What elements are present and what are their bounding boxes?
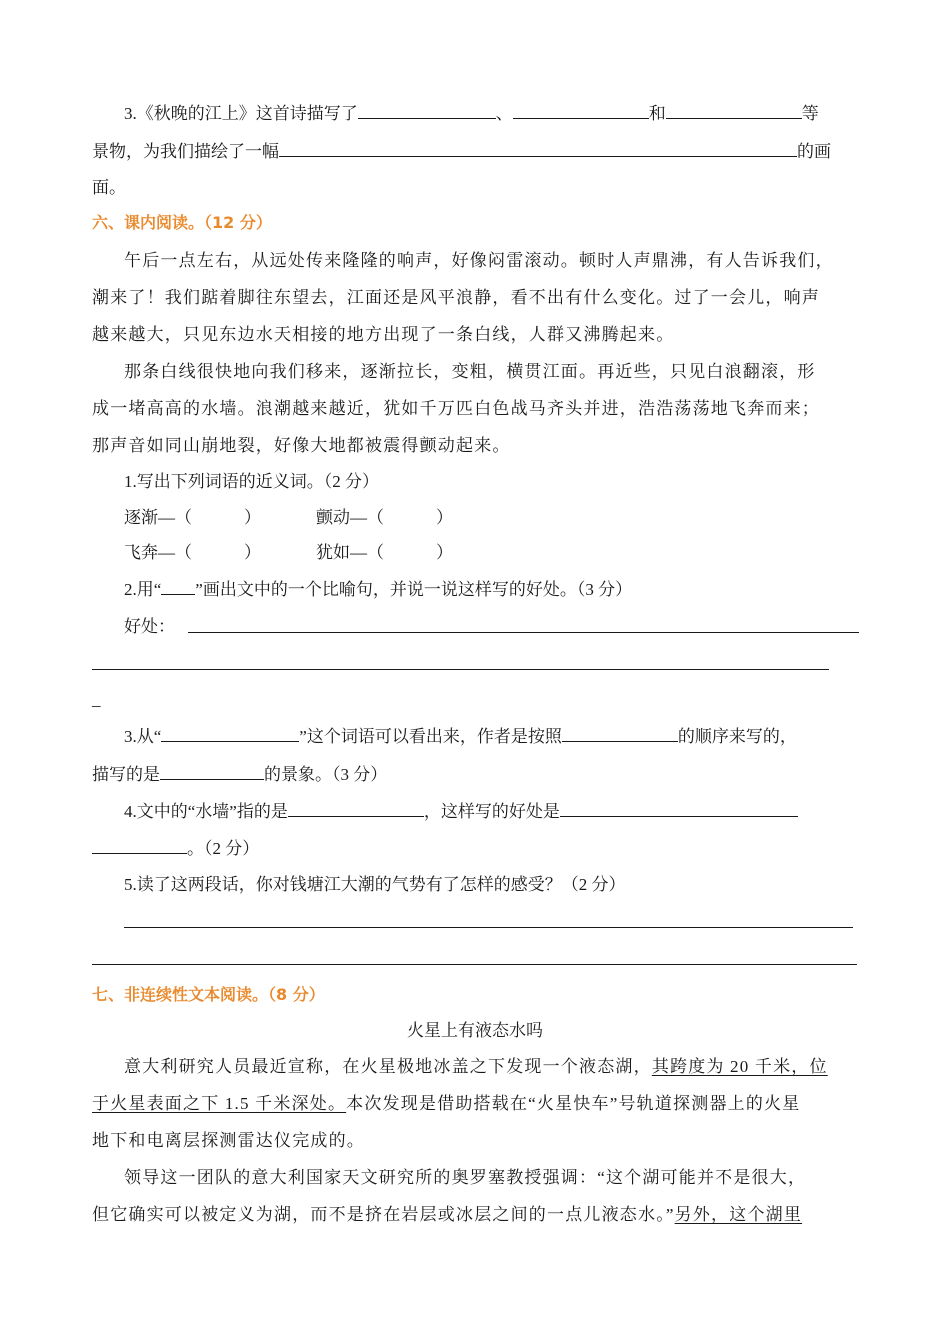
article-text: 但它确实可以被定义为湖，而不是挤在岩层或冰层之间的一点儿液态水。” [92,1205,675,1224]
passage-line: 潮来了！我们踮着脚往东望去，江面还是风平浪静，看不出有什么变化。过了一会儿，响声 [92,288,820,307]
passage-line: 越来越大，只见东边水天相接的地方出现了一条白线，人群又沸腾起来。 [92,325,675,344]
q3-6-line1 [124,724,797,749]
q3-6-line2 [92,762,387,787]
answer-line[interactable] [92,669,829,670]
synonym-word: 颤动—（ [316,508,384,527]
section6-heading: 六、课内阅读。（12 分） [92,213,272,232]
passage-line: 那条白线很快地向我们移来，逐渐拉长，变粗，横贯江面。再近些，只见白浪翻滚，形 [124,362,816,381]
answer-blank[interactable] [92,836,187,854]
q2-label: 好处： [124,617,175,636]
synonym-item [124,506,261,530]
passage-line: 午后一点左右，从远处传来隆隆的响声，好像闷雷滚动。顿时人声鼎沸，有人告诉我们， [124,251,834,270]
underlined-text: 另外，这个湖里 [674,1205,803,1224]
synonym-word: 犹如—（ [316,543,384,562]
answer-blank[interactable] [279,139,797,157]
q4-text-b: ，这样写的好处是 [423,802,560,821]
passage-line: 成一堵高高的水墙。浪潮越来越近，犹如千万匹白色战马齐头并进，浩浩荡荡地飞奔而来； [92,399,820,418]
article-line [92,1203,802,1227]
q2-text-b: ”画出文中的一个比喻句，并说一说这样写的好处。（3 分） [195,580,633,599]
q3b-text-b: ”这个词语可以看出来，作者是按照 [299,727,562,746]
q3-text-f: 的画 [797,142,831,161]
answer-line[interactable] [92,964,857,965]
paren-close: ） [436,543,453,562]
answer-blank[interactable] [161,724,299,742]
q2-text-a: 2.用“ [124,580,162,599]
article-text: 意大利研究人员最近宣称，在火星极地冰盖之下发现一个液态湖， [124,1057,652,1076]
q4-line2 [92,836,259,861]
answer-blank[interactable] [358,101,496,119]
q5-prompt: 5.读了这两段话，你对钱塘江大潮的气势有了怎样的感受？（2 分） [124,875,626,894]
article-title: 火星上有液态水吗 [407,1021,543,1040]
answer-blank[interactable] [288,799,424,817]
q4-line1 [124,799,798,824]
paren-close: ） [244,508,261,527]
passage-line: 那声音如同山崩地裂，好像大地都被震得颤动起来。 [92,436,511,455]
q3b-text-a: 3.从“ [124,727,162,746]
q3-line1 [124,101,819,126]
answer-blank[interactable] [513,101,649,119]
q4-text-c: 。（2 分） [187,839,260,858]
answer-blank[interactable] [160,762,264,780]
answer-line[interactable] [188,632,859,633]
synonym-item [316,541,453,565]
q3-text-b: 、 [495,104,513,123]
q3b-text-d: 描写的是 [92,765,160,784]
q3-text-e: 景物，为我们描绘了一幅 [92,142,279,161]
article-line: 地下和电离层探测雷达仪完成的。 [92,1131,365,1150]
q2-prompt [124,577,632,602]
paren-close: ） [244,543,261,562]
q3-text-c: 和 [648,104,666,123]
answer-blank[interactable] [560,799,798,817]
q3-line3: 面。 [92,178,126,197]
answer-line[interactable] [124,927,853,928]
q3-text-a: 3.《秋晚的江上》这首诗描写了 [124,104,358,123]
underlined-text: 其跨度为 20 千米，位 [651,1057,828,1076]
synonym-item [316,506,453,530]
synonym-word: 飞奔—（ [124,543,192,562]
section7-heading: 七、非连续性文本阅读。（8 分） [92,985,325,1004]
q4-text-a: 4.文中的“水墙”指的是 [124,802,288,821]
article-line [124,1055,828,1079]
mark-sample-line [161,577,195,595]
synonym-item [124,541,261,565]
paren-close: ） [436,508,453,527]
q3-text-d: 等 [801,104,819,123]
answer-line-tail: _ [92,690,101,709]
synonym-word: 逐渐—（ [124,508,192,527]
q1-prompt: 1.写出下列词语的近义词。（2 分） [124,472,379,491]
article-line [92,1092,800,1116]
q3-line2 [92,139,831,164]
article-line: 领导这一团队的意大利国家天文研究所的奥罗塞教授强调：“这个湖可能并不是很大， [124,1168,807,1187]
q3b-text-c: 的顺序来写的， [677,727,797,746]
underlined-text: 于火星表面之下 1.5 千米深处。 [92,1094,347,1113]
article-text: 本次发现是借助搭载在“火星快车”号轨道探测器上的火星 [346,1094,801,1113]
answer-blank[interactable] [666,101,802,119]
answer-blank[interactable] [562,724,678,742]
q3b-text-e: 的景象。（3 分） [264,765,388,784]
